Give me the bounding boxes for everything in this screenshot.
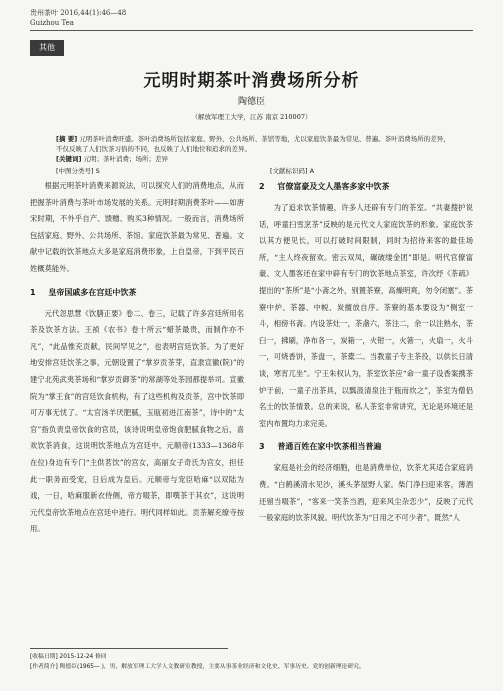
header-divider bbox=[30, 30, 473, 31]
keywords bbox=[56, 154, 451, 164]
section-2-title: 官僚富豪及文人墨客多家中饮茶 bbox=[277, 182, 390, 191]
keywords-label: [关键词] bbox=[56, 155, 82, 163]
section-2-number: 2 bbox=[259, 182, 265, 191]
intro-paragraph: 根据元明茶叶消费来源说法，可以探究人们的消费地点，从而把握茶叶消费与茶叶市场发展的关系。元明时期消费茶叶——如唐宋时期，不外乎自产、馈赠、购买3种情况。一般而言，消费场所包括家庭、野外、公共场所、茶馆。家庭饮茶最为常见、普遍。文献中记载的饮茶地点大多是家庭消费形象，上自皇帝，下到平民百姓概莫能外。 bbox=[30, 181, 244, 273]
section-3-title: 普通百姓在家中饮茶相当普遍 bbox=[277, 442, 382, 452]
section-2-heading bbox=[259, 178, 473, 196]
author-name: 陶德臣 bbox=[237, 97, 265, 107]
right-column bbox=[259, 178, 473, 527]
article-title: 元明时期茶叶消费场所分析 bbox=[143, 71, 360, 91]
author-affiliation: （解放军理工大学，江苏 南京 210007） bbox=[191, 113, 312, 121]
classification-number: [中图分类号] S bbox=[56, 167, 100, 175]
abstract-block bbox=[56, 134, 451, 164]
document-code: [文献标识码] A bbox=[270, 167, 315, 175]
footnote-divider bbox=[30, 648, 228, 649]
received-date: [收稿日期] 2015-12-24 修回 bbox=[30, 654, 107, 660]
abstract bbox=[56, 134, 451, 154]
footnote bbox=[30, 652, 490, 672]
journal-header bbox=[30, 8, 126, 28]
section-3-heading bbox=[259, 438, 473, 456]
author-bio: [作者简介] 陶德臣(1965— )，男，解放军理工大学人文教研室教授，主要从事茶业经济和文化史、军事历史、党的创新理论研究。 bbox=[30, 664, 365, 670]
section-1-number: 1 bbox=[30, 287, 36, 297]
section-1-paragraph: 元代忽思慧《饮膳正要》卷二、卷三，记载了许多宫廷所用名茶及饮茶方法。王祯《农书》卷十所云“蜡茶最贵，而制作亦不凡”，“此品惟充贡献，民间罕见之”，也表明宫廷饮茶。为了更好地安排宫廷饮茶之事，元朝设置了“掌岁贡茶芽，直隶宣徽(院)”的建宁北苑武夷茶场和“掌岁贡御茶”的常湖等处茶园都提举司。宣徽院为“掌王食”的宫廷饮食机构，有了这些机构及贡茶，宫中饮茶即可万事无忧了。“太官汤羊厌肥腻，玉瓯初进江南茶”，诗中的“太官”指负责皇帝饮食的官员，该诗说明皇帝饱食肥腻食物之后，喜欢饮茶消食，这说明饮茶地点为宫廷中。元顺帝(1333—1368年在位)身边有专门“主供茗饮”的宫女，高丽女子奇氏为宫女，担任此一职务而受宠，日后成为皇后。元顺帝与宠臣哈麻“以双陆为戏，一日，哈麻服新衣侍侧，帝方啜茶，即噀茶于其衣”，这说明元代皇帝饮茶地点在宫廷中进行。明代同样如此。贡茶解充缭寺按用。 bbox=[30, 308, 244, 534]
journal-english-name: Guizhou Tea bbox=[30, 19, 74, 27]
abstract-label: [摘 要] bbox=[56, 135, 78, 143]
journal-citation: 贵州茶叶 2016,44(1):46—48 bbox=[30, 9, 127, 17]
section-2-paragraph: 为了追求饮茶情趣，许多人还辟有专门的茶室。“共妻搜护说话，呼童扫雪烹茶”反映的是元代文人家庭饮茶的形象。家庭饮茶以其方便见长，可以打破时间限制，同时为招待来客的最佳场所，“主人终夜留欢。密云双凤，碾破缕金团”即是。明代官僚富豪、文人墨客还在家中辟有专门的饮茶地点茶室，许次纾《茶疏》提出的“茶所”是“小斋之外，别置茶寮，高燥明爽，勿令闭塞”。茶寮中炉、茶器、中帨、炭擅放自序。茶寮的基本要设为“侧室一斗，相傍书斋。内设茶灶一，茶盏六，茶注二，余一以注熟水，茶臼一，拂刷，净布各一，炭箱一，火钳一，火箸一，火扇一，火斗一，可烧香饼，茶盘一，茶橐二。当教童子专主茶役，以供长日清谈，寒宵兀坐”。宁王朱权认为，茶室饮茶应“命一童子设香案携茶炉于前，一童子出茶具，以瓢汲清泉注于瓶而炊之”，茶室为僧侣名士的饮茶情景。总的来说，私人茶室非常讲究，无论是环境还是室内布置均力求完美。 bbox=[259, 203, 473, 428]
section-1-title: 皇帝国戚多在宫廷中饮茶 bbox=[48, 287, 137, 297]
section-1-heading bbox=[30, 284, 244, 302]
keywords-text: 元明；茶叶消费；场所；差异 bbox=[83, 155, 169, 163]
section-3-number: 3 bbox=[259, 442, 265, 452]
section-tag: 其他 bbox=[30, 40, 64, 56]
abstract-text: 元明茶叶消费旺盛。茶叶消费场所包括家庭、野外、公共场所、茶馆等地，尤以家庭饮茶最为常见、普遍。茶叶消费场所的差异，不仅反映了人们饮茶习俗的不同，也反映了人们地位和追求的差异。 bbox=[56, 135, 450, 153]
left-column bbox=[30, 178, 244, 538]
section-3-paragraph: 家庭是社会的经济细胞，也是消费单位，饮茶尤其适合家庭消费。“白鹤溪清水见沙，溪头茅屋野人家。柴门净扫迎来客，薄酒还留当啜茶”，“客来一笑茶当酒，迎来风尘杂恋少”，反映了元代一般家庭的饮茶风貌。明代饮茶为“日用之不可少者”，既然“人 bbox=[259, 463, 473, 523]
